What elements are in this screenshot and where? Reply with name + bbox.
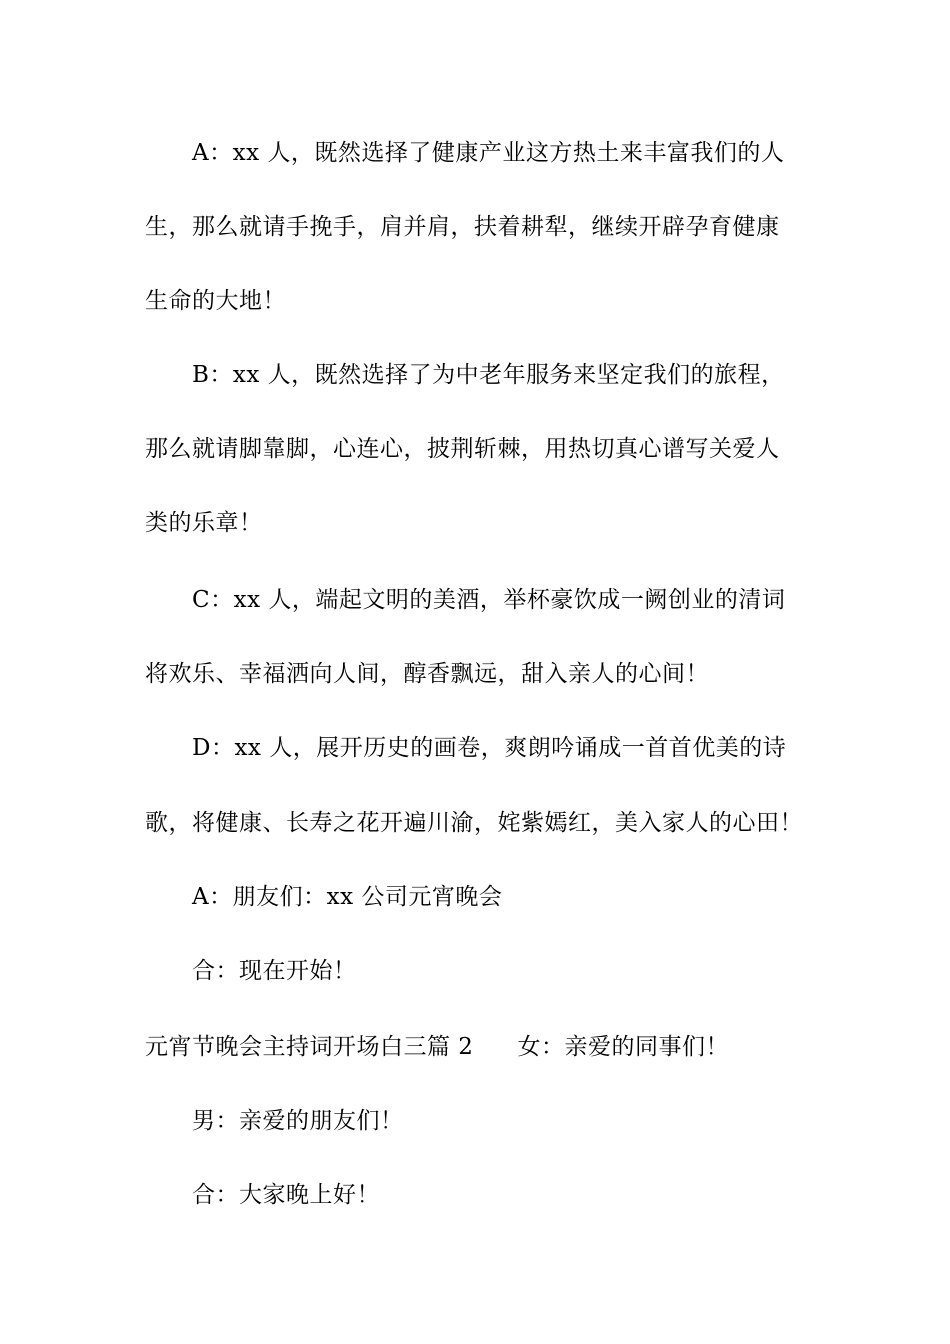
paragraph-b-line-3: 类的乐章！ [145,510,263,536]
paragraph-b-line-2: 那么就请脚靠脚，心连心，披荆斩棘，用热切真心谱写关爱人 [145,436,780,462]
paragraph-together-line-1: 合：现在开始！ [192,958,357,984]
closing-line-1: 男：亲爱的朋友们！ [192,1108,404,1134]
section-heading-line [145,1032,729,1062]
paragraph-a-line-3: 生命的大地！ [145,288,286,314]
paragraph-d-line-2: 歌，将健康、长寿之花开遍川渝，姹紫嫣红，美入家人的心田！ [145,810,803,836]
paragraph-c-line-1: C：xx 人，端起文明的美酒，举杯豪饮成一阙创业的清词 [192,587,786,613]
paragraph-b-line-1: B：xx 人，既然选择了为中老年服务来坚定我们的旅程， [192,362,785,388]
paragraph-d-line-1: D：xx 人，展开历史的画卷，爽朗吟诵成一首首优美的诗 [192,735,787,761]
section-title: 元宵节晚会主持词开场白三篇 2 [145,1034,474,1060]
paragraph-a2-line-1: A：朋友们：xx 公司元宵晚会 [192,884,503,910]
paragraph-a-line-1: A：xx 人，既然选择了健康产业这方热土来丰富我们的人 [192,140,785,166]
paragraph-a-line-2: 生，那么就请手挽手，肩并肩，扶着耕犁，继续开辟孕育健康 [145,214,780,240]
paragraph-c-line-2: 将欢乐、幸福洒向人间，醇香飘远，甜入亲人的心间！ [145,661,709,687]
section-first-speaker: 女：亲爱的同事们！ [517,1034,729,1060]
closing-line-2: 合：大家晚上好！ [192,1182,380,1208]
